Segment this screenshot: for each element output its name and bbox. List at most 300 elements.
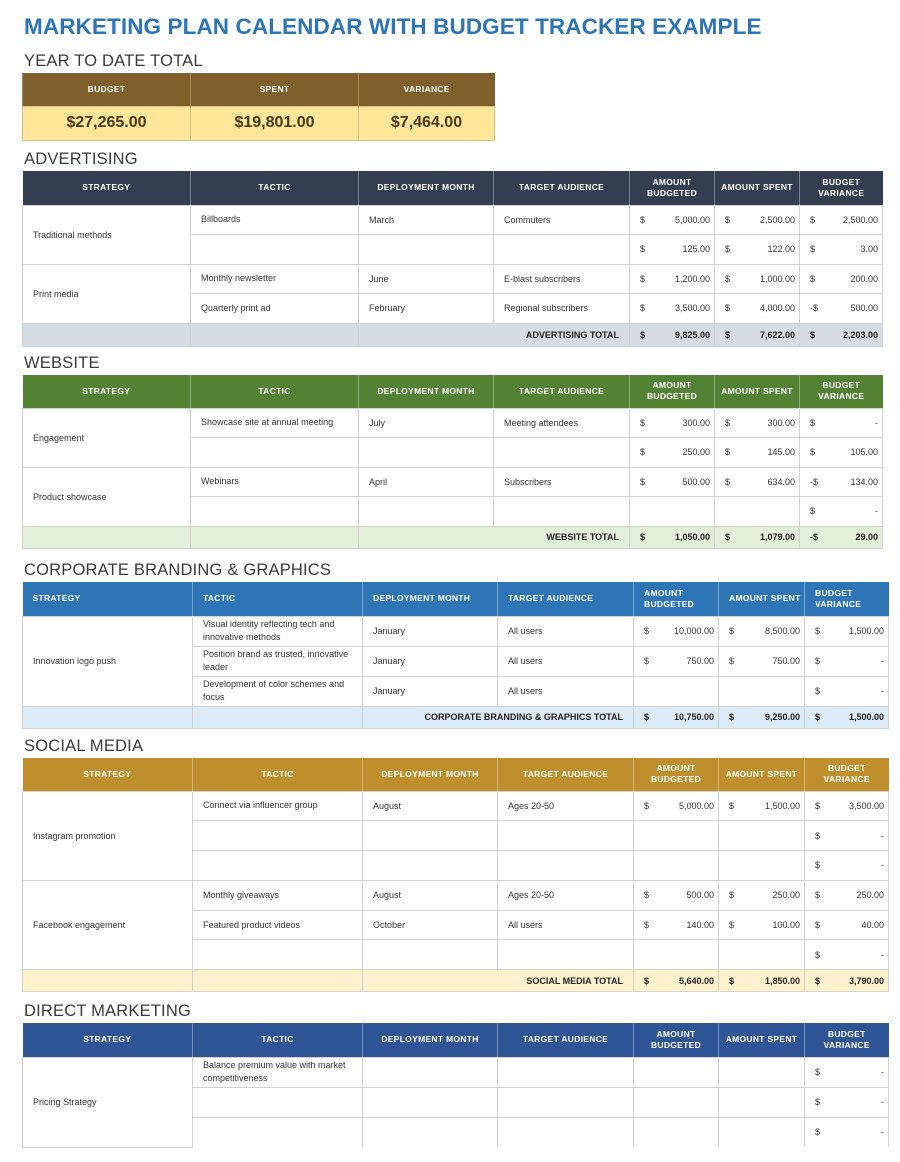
tactic-cell[interactable]: Position brand as trusted, innovative leader <box>193 646 363 676</box>
currency-sign: $ <box>644 626 650 636</box>
amount-value: 40.00 <box>861 920 884 931</box>
social-heading: SOCIAL MEDIA <box>24 737 144 755</box>
column-header-target-audience[interactable]: TARGET AUDIENCE <box>498 758 634 791</box>
header-row <box>23 758 889 791</box>
amount-spent-cell[interactable] <box>715 235 800 265</box>
amount-value: 4,000.00 <box>759 303 795 314</box>
total-blank-cell <box>23 526 191 548</box>
currency-sign: $ <box>810 214 816 225</box>
column-header-budget-variance[interactable]: BUDGET VARIANCE <box>805 1023 889 1057</box>
budget-variance-cell[interactable] <box>805 851 889 881</box>
amount-value: - <box>881 1127 884 1138</box>
currency-sign: $ <box>729 890 735 901</box>
deployment-month-cell[interactable]: August <box>363 880 498 910</box>
amount-value: 7,622.00 <box>759 329 795 340</box>
budget-variance-cell[interactable] <box>805 1087 889 1117</box>
amount-budgeted-cell[interactable] <box>634 940 719 970</box>
tactic-cell[interactable]: Webinars <box>191 467 359 497</box>
budget-variance-cell[interactable] <box>800 438 883 468</box>
tactic-cell[interactable] <box>193 821 363 851</box>
amount-value: 500.00 <box>850 303 878 314</box>
amount-budgeted-cell[interactable] <box>630 438 715 468</box>
tactic-cell[interactable] <box>193 1117 363 1147</box>
budget-variance-cell[interactable] <box>800 264 883 294</box>
amount-budgeted-cell[interactable] <box>634 910 719 940</box>
budget-variance-cell[interactable] <box>805 791 889 821</box>
amount-budgeted-cell[interactable] <box>634 676 719 706</box>
currency-sign: $ <box>810 506 816 517</box>
currency-sign: $ <box>640 273 646 284</box>
amount-value: - <box>875 506 878 517</box>
target-audience-cell[interactable] <box>498 821 634 851</box>
currency-sign: $ <box>729 920 735 931</box>
deployment-month-cell[interactable]: August <box>363 791 498 821</box>
currency-sign: $ <box>810 447 816 458</box>
amount-spent-cell[interactable] <box>719 1057 805 1087</box>
amount-budgeted-cell[interactable] <box>634 821 719 851</box>
tactic-cell[interactable]: Quarterly print ad <box>191 294 359 324</box>
currency-sign: $ <box>810 244 816 255</box>
column-header-tactic[interactable]: TACTIC <box>193 1023 363 1057</box>
tactic-cell[interactable] <box>193 851 363 881</box>
amount-value: 9,250.00 <box>764 712 800 722</box>
amount-value: 500.00 <box>682 476 710 487</box>
website-heading: WEBSITE <box>24 354 100 372</box>
column-header-tactic[interactable]: TACTIC <box>191 375 359 408</box>
currency-sign: $ <box>725 447 731 458</box>
amount-value: 2,500.00 <box>759 214 795 225</box>
column-header-amount-budgeted[interactable]: AMOUNT BUDGETED <box>634 1023 719 1057</box>
total-budgeted-cell[interactable] <box>630 323 715 346</box>
amount-budgeted-cell[interactable] <box>634 851 719 881</box>
currency-sign: $ <box>644 975 650 986</box>
amount-spent-cell[interactable] <box>715 264 800 294</box>
total-spent-cell[interactable] <box>719 706 805 728</box>
total-variance-cell[interactable] <box>800 323 883 346</box>
amount-value: 8,500.00 <box>764 626 800 636</box>
website-table <box>22 375 883 549</box>
amount-spent-cell[interactable] <box>719 791 805 821</box>
tactic-cell[interactable]: Visual identity reflecting tech and innovative methods <box>193 616 363 646</box>
amount-spent-cell[interactable] <box>715 205 800 235</box>
column-header-target-audience[interactable]: TARGET AUDIENCE <box>494 375 630 408</box>
target-audience-cell[interactable]: Ages 20-50 <box>498 880 634 910</box>
corporate-table <box>22 582 889 729</box>
currency-sign: $ <box>644 712 650 722</box>
amount-budgeted-cell[interactable] <box>630 205 715 235</box>
deployment-month-cell[interactable] <box>363 1087 498 1117</box>
budget-variance-cell[interactable] <box>805 821 889 851</box>
amount-spent-cell[interactable] <box>719 1087 805 1117</box>
target-audience-cell[interactable]: Commuters <box>494 205 630 235</box>
strategy-cell[interactable]: Traditional methods <box>23 205 191 264</box>
deployment-month-cell[interactable]: January <box>363 616 498 646</box>
column-header-budget-variance[interactable]: BUDGET VARIANCE <box>800 375 883 408</box>
budget-variance-cell[interactable] <box>800 467 883 497</box>
total-blank-cell <box>23 970 193 992</box>
ytd-spent-header: SPENT <box>191 73 359 106</box>
budget-variance-cell[interactable] <box>805 880 889 910</box>
deployment-month-cell[interactable] <box>363 940 498 970</box>
amount-budgeted-cell[interactable] <box>634 791 719 821</box>
column-header-amount-spent[interactable]: AMOUNT SPENT <box>715 375 800 408</box>
total-budgeted-cell[interactable] <box>630 526 715 548</box>
ytd-heading: YEAR TO DATE TOTAL <box>24 52 203 70</box>
amount-value: 2,203.00 <box>842 329 878 340</box>
budget-variance-cell[interactable] <box>805 676 889 706</box>
amount-budgeted-cell[interactable] <box>634 1057 719 1087</box>
amount-spent-cell[interactable] <box>719 646 805 676</box>
deployment-month-cell[interactable]: March <box>359 205 494 235</box>
amount-spent-cell[interactable] <box>719 910 805 940</box>
ytd-variance-header: VARIANCE <box>359 73 495 106</box>
amount-spent-cell[interactable] <box>719 616 805 646</box>
deployment-month-cell[interactable]: July <box>359 408 494 438</box>
column-header-strategy[interactable]: STRATEGY <box>23 758 193 791</box>
amount-value: 750.00 <box>686 656 714 666</box>
column-header-target-audience[interactable]: TARGET AUDIENCE <box>494 171 630 205</box>
amount-budgeted-cell[interactable] <box>630 497 715 527</box>
amount-value: 1,500.00 <box>848 626 884 636</box>
ytd-table <box>22 73 495 141</box>
column-header-deployment-month[interactable]: DEPLOYMENT MONTH <box>359 375 494 408</box>
target-audience-cell[interactable]: Subscribers <box>494 467 630 497</box>
total-blank-cell <box>191 526 359 548</box>
table-row <box>23 791 889 821</box>
deployment-month-cell[interactable] <box>363 851 498 881</box>
amount-value: 122.00 <box>767 244 795 255</box>
tactic-cell[interactable]: Monthly newsletter <box>191 264 359 294</box>
amount-value: - <box>881 860 884 871</box>
tactic-cell[interactable]: Billboards <box>191 205 359 235</box>
amount-value: 134.00 <box>850 476 878 487</box>
total-spent-cell[interactable] <box>719 970 805 992</box>
strategy-cell[interactable]: Innovation logo push <box>23 616 193 706</box>
amount-value: 105.00 <box>850 447 878 458</box>
amount-budgeted-cell[interactable] <box>630 264 715 294</box>
currency-sign: $ <box>815 1067 821 1077</box>
currency-sign: $ <box>815 830 821 841</box>
target-audience-cell[interactable]: Ages 20-50 <box>498 791 634 821</box>
tactic-cell[interactable]: Development of color schemes and focus <box>193 676 363 706</box>
amount-value: 250.00 <box>856 890 884 901</box>
column-header-budget-variance[interactable]: BUDGET VARIANCE <box>805 582 889 616</box>
currency-sign: $ <box>810 329 816 340</box>
amount-value: 750.00 <box>772 656 800 666</box>
amount-budgeted-cell[interactable] <box>630 235 715 265</box>
deployment-month-cell[interactable] <box>363 1117 498 1147</box>
amount-value: 125.00 <box>682 244 710 255</box>
amount-spent-cell[interactable] <box>715 438 800 468</box>
amount-spent-cell[interactable] <box>719 851 805 881</box>
budget-variance-cell[interactable] <box>805 1057 889 1087</box>
currency-sign: -$ <box>810 476 819 487</box>
column-header-strategy[interactable]: STRATEGY <box>23 1023 193 1057</box>
target-audience-cell[interactable] <box>494 438 630 468</box>
strategy-cell[interactable]: Pricing Strategy <box>23 1057 193 1147</box>
tactic-cell[interactable] <box>193 1087 363 1117</box>
amount-spent-cell[interactable] <box>719 1117 805 1147</box>
tactic-cell[interactable]: Monthly giveaways <box>193 880 363 910</box>
column-header-target-audience[interactable]: TARGET AUDIENCE <box>498 1023 634 1057</box>
deployment-month-cell[interactable] <box>359 438 494 468</box>
currency-sign: $ <box>815 656 821 666</box>
column-header-deployment-month[interactable]: DEPLOYMENT MONTH <box>363 758 498 791</box>
table-row <box>23 264 883 294</box>
amount-spent-cell[interactable] <box>719 880 805 910</box>
column-header-budget-variance[interactable]: BUDGET VARIANCE <box>800 171 883 205</box>
budget-variance-cell[interactable] <box>800 205 883 235</box>
target-audience-cell[interactable]: All users <box>498 676 634 706</box>
deployment-month-cell[interactable] <box>359 497 494 527</box>
currency-sign: $ <box>815 890 821 901</box>
currency-sign: $ <box>815 1097 821 1107</box>
deployment-month-cell[interactable] <box>363 821 498 851</box>
column-header-amount-budgeted[interactable]: AMOUNT BUDGETED <box>630 171 715 205</box>
amount-value: 250.00 <box>772 890 800 901</box>
currency-sign: $ <box>725 417 731 428</box>
total-budgeted-cell[interactable] <box>634 970 719 992</box>
column-header-deployment-month[interactable]: DEPLOYMENT MONTH <box>363 1023 498 1057</box>
currency-sign: $ <box>640 417 646 428</box>
amount-budgeted-cell[interactable] <box>634 1087 719 1117</box>
column-header-amount-spent[interactable]: AMOUNT SPENT <box>719 582 805 616</box>
header-row <box>23 375 883 408</box>
tactic-cell[interactable]: Showcase site at annual meeting <box>191 408 359 438</box>
budget-variance-cell[interactable] <box>805 940 889 970</box>
amount-budgeted-cell[interactable] <box>634 880 719 910</box>
total-blank-cell <box>193 970 363 992</box>
currency-sign: $ <box>729 656 735 666</box>
target-audience-cell[interactable]: All users <box>498 646 634 676</box>
budget-variance-cell[interactable] <box>800 294 883 324</box>
currency-sign: -$ <box>810 303 819 314</box>
column-header-strategy[interactable]: STRATEGY <box>23 171 191 205</box>
budget-variance-cell[interactable] <box>800 497 883 527</box>
amount-value: 250.00 <box>682 447 710 458</box>
target-audience-cell[interactable]: All users <box>498 910 634 940</box>
amount-value: 1,200.00 <box>674 273 710 284</box>
target-audience-cell[interactable] <box>498 1087 634 1117</box>
corporate-heading: CORPORATE BRANDING & GRAPHICS <box>24 561 332 579</box>
amount-value: 10,000.00 <box>673 626 714 636</box>
column-header-strategy[interactable]: STRATEGY <box>23 582 193 616</box>
currency-sign: $ <box>725 532 731 542</box>
amount-value: 3,500.00 <box>848 800 884 811</box>
currency-sign: $ <box>725 214 731 225</box>
deployment-month-cell[interactable]: April <box>359 467 494 497</box>
amount-spent-cell[interactable] <box>715 467 800 497</box>
target-audience-cell[interactable] <box>494 497 630 527</box>
amount-spent-cell[interactable] <box>715 294 800 324</box>
budget-variance-cell[interactable] <box>805 1117 889 1147</box>
header-row <box>23 1023 889 1057</box>
header-row <box>23 582 889 616</box>
ytd-spent-value[interactable]: $19,801.00 <box>191 106 359 140</box>
tactic-cell[interactable] <box>191 235 359 265</box>
amount-budgeted-cell[interactable] <box>630 294 715 324</box>
amount-value: 634.00 <box>767 476 795 487</box>
currency-sign: $ <box>640 476 646 487</box>
budget-variance-cell[interactable] <box>800 235 883 265</box>
target-audience-cell[interactable] <box>494 235 630 265</box>
total-label: ADVERTISING TOTAL <box>359 323 630 346</box>
budget-variance-cell[interactable] <box>805 910 889 940</box>
strategy-cell[interactable]: Facebook engagement <box>23 880 193 969</box>
column-header-tactic[interactable]: TACTIC <box>193 758 363 791</box>
table-row <box>23 467 883 497</box>
advertising-heading: ADVERTISING <box>24 150 138 168</box>
total-blank-cell <box>193 706 363 728</box>
ytd-variance-value[interactable]: $7,464.00 <box>359 106 495 140</box>
budget-variance-cell[interactable] <box>805 616 889 646</box>
currency-sign: $ <box>725 303 731 314</box>
currency-sign: $ <box>815 686 821 696</box>
total-variance-cell[interactable] <box>805 970 889 992</box>
amount-value: 1,500.00 <box>764 800 800 811</box>
amount-value: 140.00 <box>686 920 714 931</box>
column-header-deployment-month[interactable]: DEPLOYMENT MONTH <box>363 582 498 616</box>
tactic-cell[interactable] <box>191 438 359 468</box>
strategy-cell[interactable]: Engagement <box>23 408 191 467</box>
currency-sign: $ <box>810 273 816 284</box>
budget-variance-cell[interactable] <box>805 646 889 676</box>
amount-spent-cell[interactable] <box>719 676 805 706</box>
total-row <box>23 970 889 992</box>
amount-value: 1,079.00 <box>759 532 795 542</box>
column-header-amount-budgeted[interactable]: AMOUNT BUDGETED <box>634 758 719 791</box>
currency-sign: $ <box>815 1127 821 1138</box>
target-audience-cell[interactable] <box>498 1117 634 1147</box>
total-spent-cell[interactable] <box>715 526 800 548</box>
deployment-month-cell[interactable] <box>363 1057 498 1087</box>
column-header-amount-spent[interactable]: AMOUNT SPENT <box>719 758 805 791</box>
currency-sign: $ <box>640 532 646 542</box>
amount-value: 1,500.00 <box>848 712 884 722</box>
column-header-deployment-month[interactable]: DEPLOYMENT MONTH <box>359 171 494 205</box>
deployment-month-cell[interactable]: February <box>359 294 494 324</box>
deployment-month-cell[interactable]: January <box>363 646 498 676</box>
deployment-month-cell[interactable]: October <box>363 910 498 940</box>
amount-value: 5,000.00 <box>674 214 710 225</box>
currency-sign: $ <box>729 626 735 636</box>
target-audience-cell[interactable] <box>498 851 634 881</box>
ytd-budget-value[interactable]: $27,265.00 <box>23 106 191 140</box>
amount-value: 500.00 <box>686 890 714 901</box>
currency-sign: -$ <box>810 532 819 542</box>
currency-sign: $ <box>815 920 821 931</box>
column-header-strategy[interactable]: STRATEGY <box>23 375 191 408</box>
currency-sign: $ <box>725 329 731 340</box>
header-row <box>23 171 883 205</box>
currency-sign: $ <box>729 975 735 986</box>
column-header-target-audience[interactable]: TARGET AUDIENCE <box>498 582 634 616</box>
column-header-amount-budgeted[interactable]: AMOUNT BUDGETED <box>634 582 719 616</box>
amount-spent-cell[interactable] <box>719 821 805 851</box>
total-blank-cell <box>23 706 193 728</box>
target-audience-cell[interactable] <box>498 1057 634 1087</box>
column-header-amount-spent[interactable]: AMOUNT SPENT <box>715 171 800 205</box>
target-audience-cell[interactable]: All users <box>498 616 634 646</box>
amount-budgeted-cell[interactable] <box>630 408 715 438</box>
target-audience-cell[interactable]: Meeting attendees <box>494 408 630 438</box>
target-audience-cell[interactable]: Regional subscribers <box>494 294 630 324</box>
total-blank-cell <box>23 323 191 346</box>
amount-budgeted-cell[interactable] <box>634 646 719 676</box>
strategy-cell[interactable]: Product showcase <box>23 467 191 526</box>
strategy-cell[interactable]: Print media <box>23 264 191 323</box>
amount-value: 1,050.00 <box>674 532 710 542</box>
column-header-tactic[interactable]: TACTIC <box>191 171 359 205</box>
amount-spent-cell[interactable] <box>715 497 800 527</box>
amount-value: 3.00 <box>860 244 878 255</box>
amount-value: 10,750.00 <box>673 712 714 722</box>
tactic-cell[interactable] <box>191 497 359 527</box>
total-variance-cell[interactable] <box>805 706 889 728</box>
currency-sign: $ <box>640 244 646 255</box>
amount-value: 1,000.00 <box>759 273 795 284</box>
table-row <box>23 616 889 646</box>
table-row <box>23 408 883 438</box>
amount-value: - <box>881 1067 884 1077</box>
amount-budgeted-cell[interactable] <box>630 467 715 497</box>
total-label: SOCIAL MEDIA TOTAL <box>363 970 634 992</box>
advertising-table <box>22 171 883 347</box>
currency-sign: $ <box>644 890 650 901</box>
amount-value: 300.00 <box>767 417 795 428</box>
total-budgeted-cell[interactable] <box>634 706 719 728</box>
column-header-amount-spent[interactable]: AMOUNT SPENT <box>719 1023 805 1057</box>
amount-value: 1,850.00 <box>764 975 800 986</box>
currency-sign: $ <box>810 417 816 428</box>
budget-variance-cell[interactable] <box>800 408 883 438</box>
amount-value: - <box>881 949 884 960</box>
page-title: MARKETING PLAN CALENDAR WITH BUDGET TRACKER EXAMPLE <box>24 14 762 39</box>
tactic-cell[interactable]: Balance premium value with market competitiveness <box>193 1057 363 1087</box>
deployment-month-cell[interactable]: June <box>359 264 494 294</box>
amount-spent-cell[interactable] <box>719 940 805 970</box>
tactic-cell[interactable]: Connect via influencer group <box>193 791 363 821</box>
deployment-month-cell[interactable] <box>359 235 494 265</box>
total-spent-cell[interactable] <box>715 323 800 346</box>
currency-sign: $ <box>640 329 646 340</box>
total-row <box>23 323 883 346</box>
column-header-amount-budgeted[interactable]: AMOUNT BUDGETED <box>630 375 715 408</box>
amount-value: 100.00 <box>772 920 800 931</box>
amount-spent-cell[interactable] <box>715 408 800 438</box>
direct-table <box>22 1023 889 1148</box>
amount-value: 9,825.00 <box>674 329 710 340</box>
deployment-month-cell[interactable]: January <box>363 676 498 706</box>
column-header-tactic[interactable]: TACTIC <box>193 582 363 616</box>
social-table <box>22 758 889 992</box>
tactic-cell[interactable]: Featured product videos <box>193 910 363 940</box>
ytd-budget-header: BUDGET <box>23 73 191 106</box>
amount-budgeted-cell[interactable] <box>634 616 719 646</box>
amount-budgeted-cell[interactable] <box>634 1117 719 1147</box>
tactic-cell[interactable] <box>193 940 363 970</box>
target-audience-cell[interactable]: E-blast subscribers <box>494 264 630 294</box>
column-header-budget-variance[interactable]: BUDGET VARIANCE <box>805 758 889 791</box>
total-variance-cell[interactable] <box>800 526 883 548</box>
target-audience-cell[interactable] <box>498 940 634 970</box>
currency-sign: $ <box>725 476 731 487</box>
amount-value: - <box>881 656 884 666</box>
currency-sign: $ <box>815 800 821 811</box>
amount-value: - <box>875 417 878 428</box>
currency-sign: $ <box>644 800 650 811</box>
strategy-cell[interactable]: Instagram promotion <box>23 791 193 880</box>
